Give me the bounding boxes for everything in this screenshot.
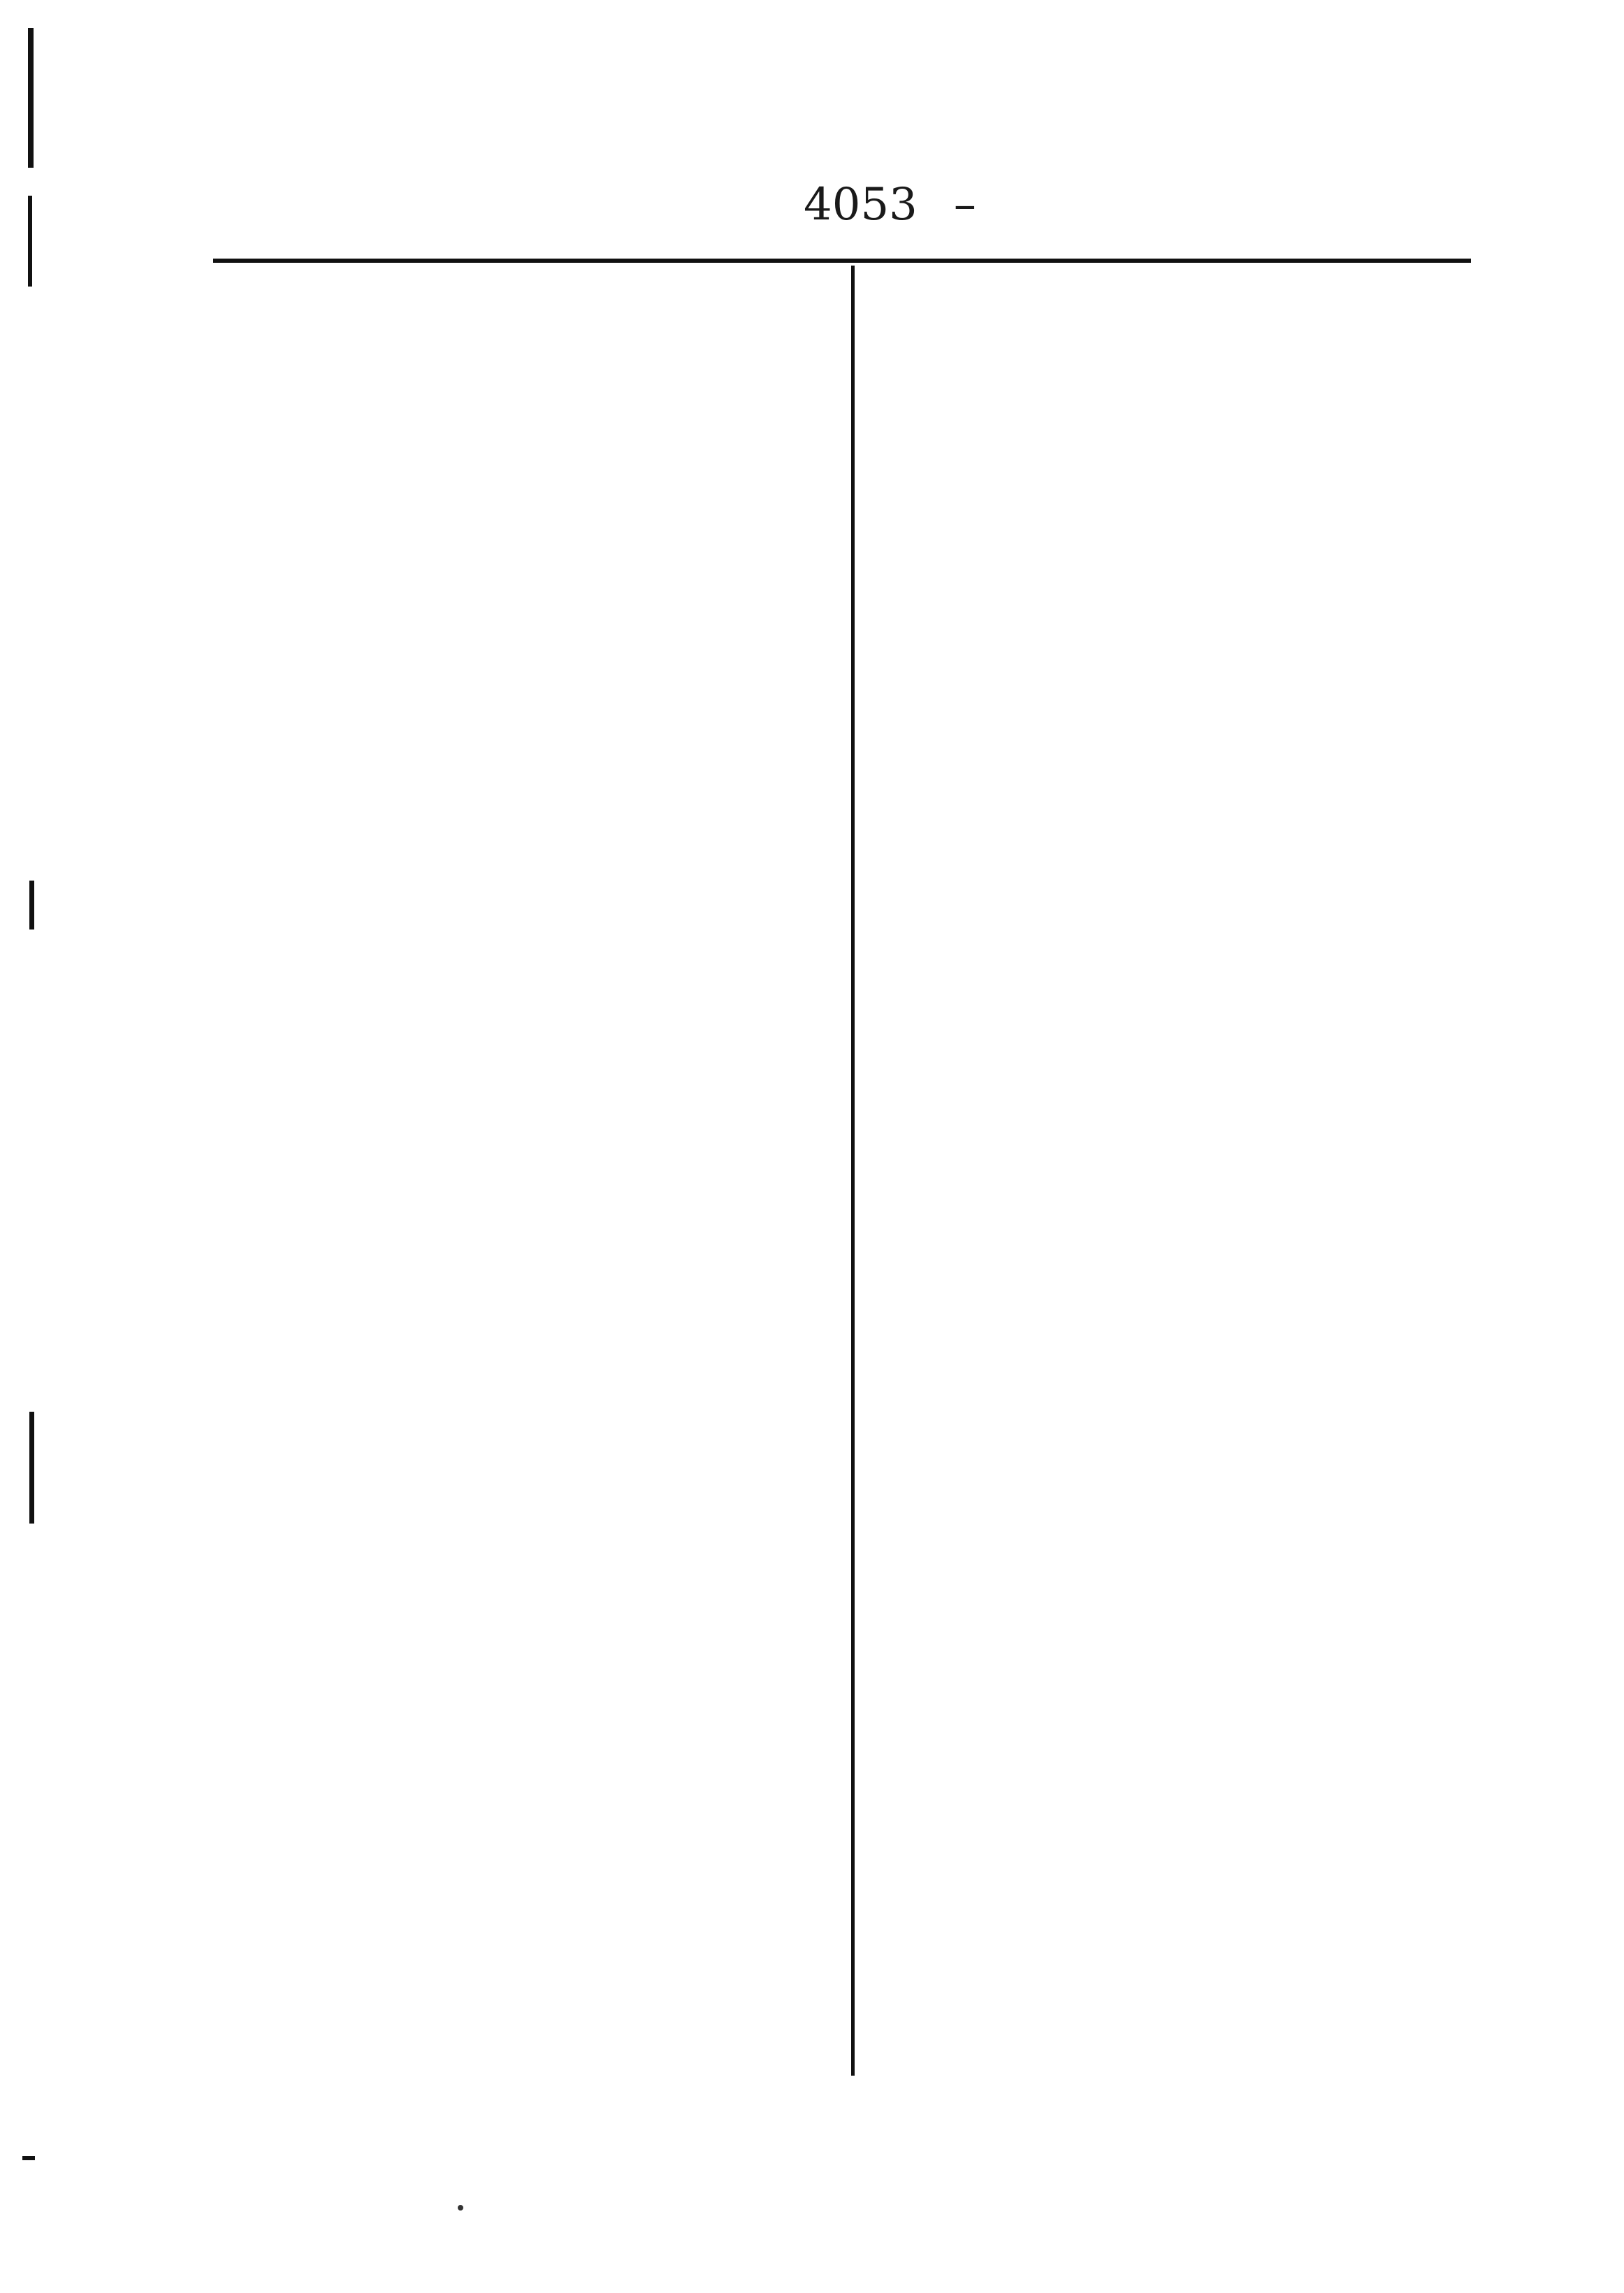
entry-line <box>231 1999 846 2055</box>
entry-line <box>884 1635 1499 1691</box>
entry-line <box>231 1663 846 1719</box>
entry-line <box>884 1831 1499 1887</box>
entry-line <box>884 461 1499 517</box>
entry-line <box>884 1328 1499 1384</box>
entry-line <box>884 1076 1499 1132</box>
entry-line <box>231 489 846 545</box>
entry-line <box>231 405 846 461</box>
entry-line <box>884 1468 1499 1524</box>
entry-line <box>884 573 1499 629</box>
entry-line <box>884 797 1499 853</box>
page-speck <box>458 2205 463 2211</box>
dictionary-entry <box>231 1104 846 1384</box>
guideword-separator: – <box>953 179 976 231</box>
dictionary-entry <box>884 1468 1499 1747</box>
entry-line <box>884 1216 1499 1272</box>
entry-line <box>884 1524 1499 1579</box>
entry-line <box>884 517 1499 573</box>
entry-line <box>231 1104 846 1160</box>
entry-line <box>884 405 1499 461</box>
entry-line <box>231 964 846 1020</box>
entry-line <box>884 1943 1499 1999</box>
entry-line <box>884 1887 1499 1943</box>
entry-line <box>231 629 846 685</box>
entry-line <box>884 685 1499 741</box>
entry-line <box>231 294 846 349</box>
entry-line <box>231 1775 846 1831</box>
entry-line <box>231 909 846 964</box>
entry-line <box>231 1887 846 1943</box>
entry-line <box>884 1160 1499 1216</box>
entry-line <box>884 1775 1499 1831</box>
left-margin-mark <box>22 2156 35 2160</box>
entry-line <box>231 1160 846 1216</box>
entry-line <box>231 1943 846 1999</box>
column-divider <box>851 266 855 2076</box>
right-column <box>884 294 1499 2083</box>
left-margin-mark <box>28 196 32 287</box>
entry-line <box>884 909 1499 964</box>
entry-line <box>231 573 846 629</box>
dictionary-entry <box>231 294 846 461</box>
dictionary-entry <box>231 1412 846 1635</box>
entry-line <box>231 1719 846 1775</box>
entry-line <box>231 1272 846 1328</box>
entry-line <box>231 853 846 909</box>
entry-line <box>231 1328 846 1384</box>
entry-line <box>884 1020 1499 1076</box>
entry-line <box>231 1216 846 1272</box>
left-margin-mark <box>29 1412 34 1524</box>
entry-line <box>884 1384 1499 1440</box>
entry-line <box>231 1412 846 1468</box>
dictionary-entry <box>231 489 846 545</box>
entry-line <box>231 741 846 797</box>
entry-line <box>884 349 1499 405</box>
entry-line <box>231 349 846 405</box>
page-number: 4053 <box>804 179 918 231</box>
page-header <box>804 150 1467 231</box>
entry-line <box>231 685 846 741</box>
entry-line <box>231 2055 846 2111</box>
entry-line <box>231 1524 846 1579</box>
dictionary-entry <box>231 573 846 1076</box>
entry-line <box>231 1020 846 1076</box>
entry-line <box>884 964 1499 1020</box>
entry-line <box>231 1831 846 1887</box>
entry-line <box>231 1468 846 1524</box>
entry-line <box>884 1272 1499 1328</box>
entry-line <box>884 629 1499 685</box>
left-margin-mark <box>29 881 34 930</box>
left-column <box>231 294 846 2194</box>
entry-line <box>884 1999 1499 2055</box>
entry-line <box>231 1579 846 1635</box>
left-margin-mark <box>28 28 34 168</box>
dictionary-entry <box>231 1663 846 2167</box>
header-rule <box>213 259 1471 263</box>
entry-line <box>884 741 1499 797</box>
entry-line <box>884 1579 1499 1635</box>
entry-line <box>884 294 1499 349</box>
entry-line <box>884 853 1499 909</box>
entry-line <box>231 2111 846 2167</box>
dictionary-entry <box>884 294 1499 1132</box>
dictionary-entry <box>884 1775 1499 2055</box>
entry-line <box>884 1691 1499 1747</box>
entry-line <box>231 797 846 853</box>
dictionary-entry <box>884 1160 1499 1440</box>
